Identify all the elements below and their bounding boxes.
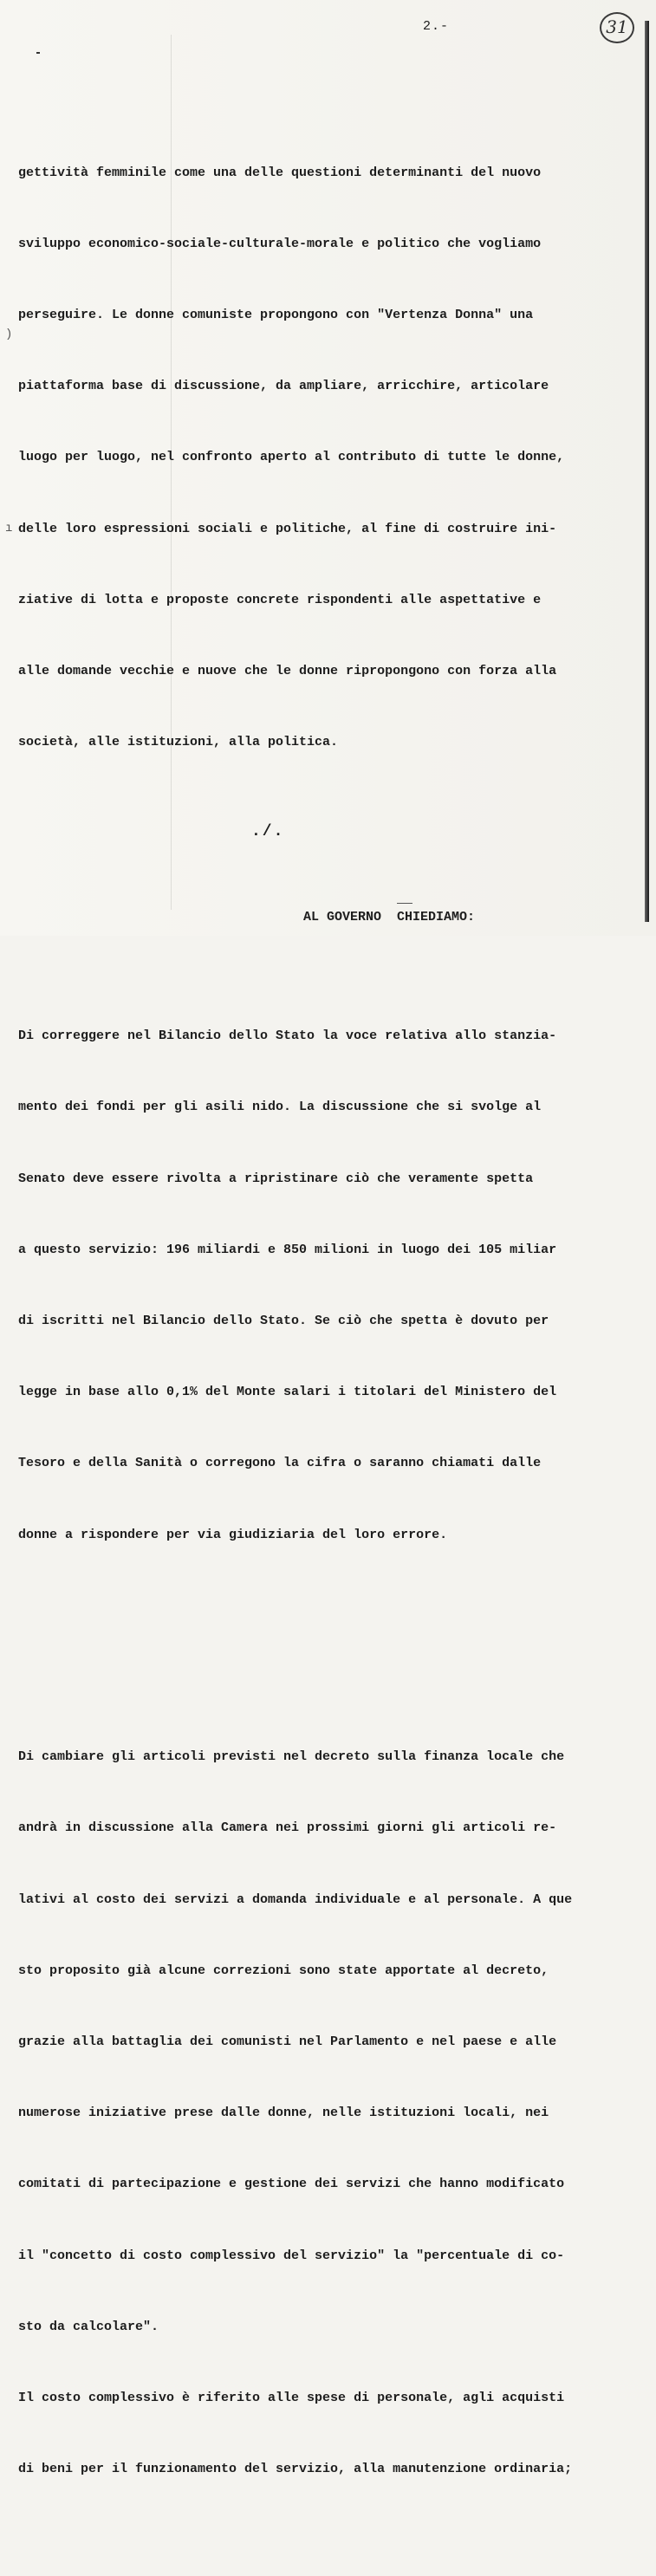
heading-text: AL GOVERNO CHIEDIAMO:	[302, 910, 476, 925]
text-line: donne a rispondere per via giudiziaria del loro errore.	[18, 1527, 448, 1542]
text-line: ziative di lotta e proposte concrete rispondenti alle aspettative e	[18, 592, 542, 607]
text-line: gettività femminile come una delle questioni determinanti del nuovo	[18, 165, 542, 180]
text-line: Senato deve essere rivolta a ripristinare ciò che veramente spetta	[18, 1171, 534, 1186]
text-line: perseguire. Le donne comuniste propongono con "Vertenza Donna" una	[18, 308, 534, 323]
text-line: a questo servizio: 196 miliardi e 850 milioni in luogo dei 105 miliar	[18, 1242, 557, 1257]
text-line: di beni per il funzionamento del servizio, alla manutenzione ordinaria;	[18, 2462, 573, 2477]
text-line: Tesoro e della Sanità o corregono la cifra o saranno chiamati dalle	[18, 1456, 542, 1471]
text-line: il "concetto di costo complessivo del servizio" la "percentuale di co-	[18, 2248, 565, 2263]
text-line: alle domande vecchie e nuove che le donne ripropongono con forza alla	[18, 664, 557, 679]
archive-stamp: 31	[600, 12, 634, 43]
text-line: piattaforma base di discussione, da ampliare, arricchire, articolare	[18, 379, 549, 394]
text-line: legge in base allo 0,1% del Monte salari i titolari del Ministero del	[18, 1385, 557, 1400]
text-line: Di cambiare gli articoli previsti nel decreto sulla finanza locale che	[18, 1749, 565, 1765]
text-line: andrà in discussione alla Camera nei prossimi giorni gli articoli re-	[18, 1820, 557, 1836]
text-line: Di correggere nel Bilancio dello Stato la voce relativa allo stanzia-	[18, 1028, 557, 1044]
paragraph-finanza-locale	[18, 1697, 597, 2528]
margin-mark-icon: )	[5, 328, 13, 341]
text-line: lativi al costo dei servizi a domanda individuale e al personale. A que	[18, 1891, 573, 1907]
paragraph-intro	[18, 114, 597, 802]
stray-dash	[397, 903, 412, 904]
page-number: 2.-	[423, 19, 450, 34]
text-line: numerose iniziative prese dalle donne, nelle istituzioni locali, nei	[18, 2106, 549, 2121]
text-line: sto da calcolare".	[18, 2319, 159, 2334]
paragraph-asili-nido	[18, 977, 597, 1593]
page-edge-shadow	[645, 21, 649, 922]
stray-mark	[36, 52, 40, 54]
text-line: comitati di partecipazione e gestione dei servizi che hanno modificato	[18, 2177, 565, 2192]
text-line: mento dei fondi per gli asili nido. La discussione che si svolge al	[18, 1100, 542, 1115]
document-body	[18, 66, 597, 2576]
text-line: grazie alla battaglia dei comunisti nel Parlamento e nel paese e alle	[18, 2034, 557, 2049]
text-line: Il costo complessivo è riferito alle spese di personale, agli acquisti	[18, 2390, 565, 2405]
margin-mark-icon: ı	[5, 522, 13, 535]
text-line: società, alle istituzioni, alla politica.	[18, 735, 339, 750]
text-line: luogo per luogo, nel confronto aperto al contributo di tutte le donne,	[18, 450, 565, 465]
section-heading	[18, 905, 597, 929]
continuation-mark: ./.	[251, 823, 285, 840]
text-line: sviluppo economico-sociale-culturale-morale e politico che vogliamo	[18, 236, 542, 251]
text-line: di iscritti nel Bilancio dello Stato. Se ciò che spetta è dovuto per	[18, 1313, 549, 1328]
text-line: delle loro espressioni sociali e politiche, al fine di costruire ini-	[18, 521, 557, 536]
text-line: sto proposito già alcune correzioni sono state apportate al decreto,	[18, 1963, 549, 1978]
